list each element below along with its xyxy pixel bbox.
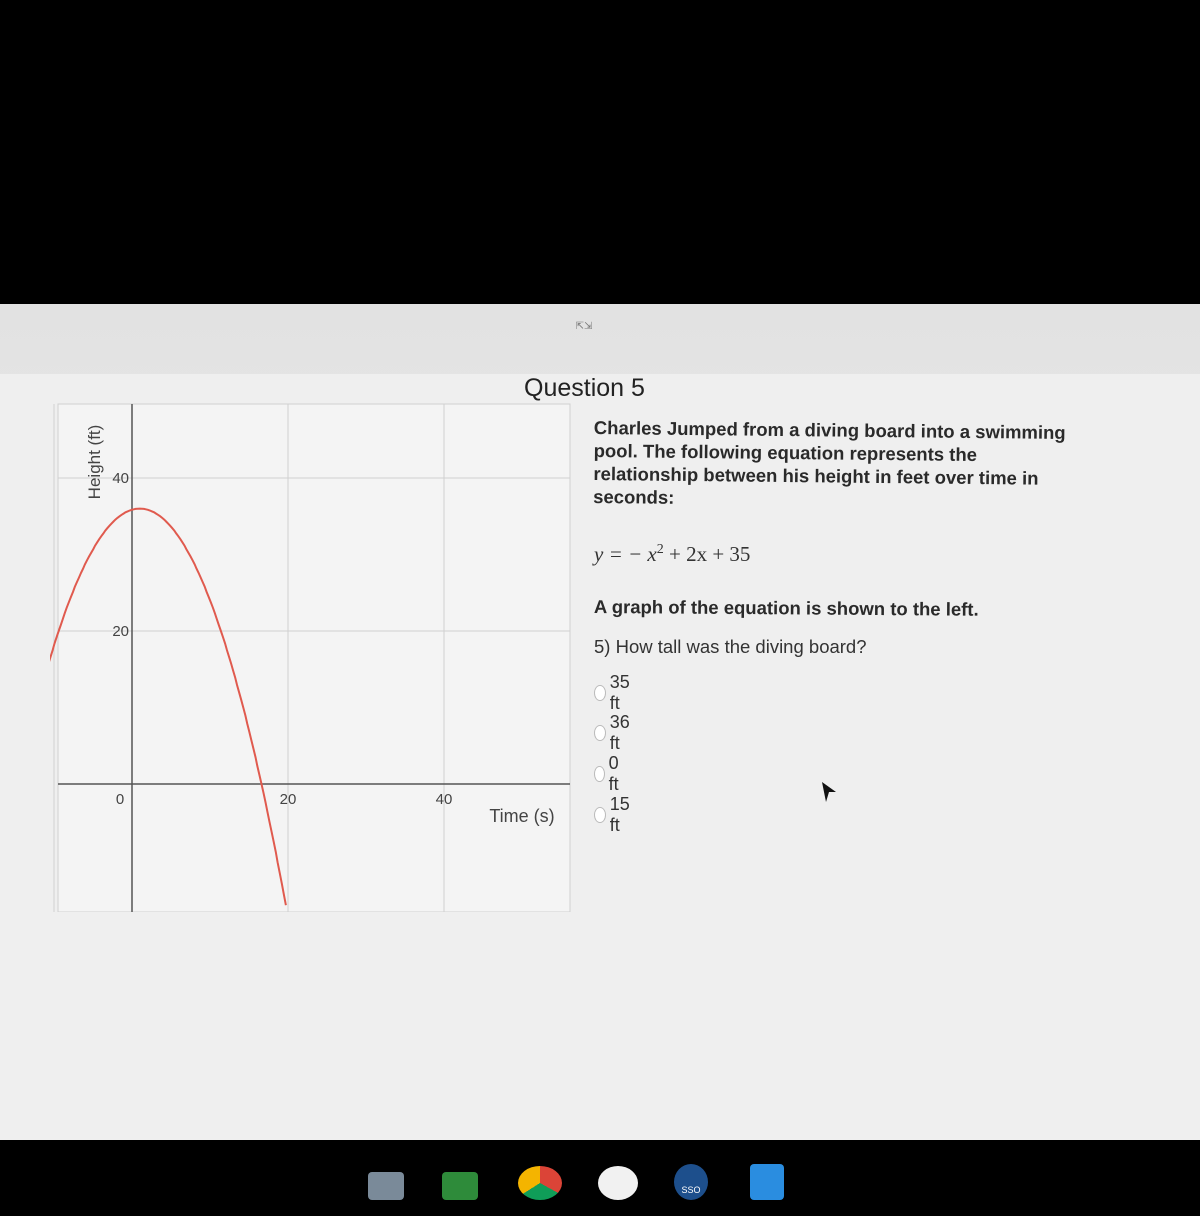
graph-note: A graph of the equation is shown to the left.: [593, 596, 979, 620]
option-label: 36 ft: [609, 712, 630, 753]
equation-rhs: + 2x + 35: [663, 542, 751, 566]
send-icon[interactable]: [750, 1164, 784, 1200]
mouse-cursor-icon: [822, 782, 842, 806]
chart-svg: [50, 392, 575, 912]
classroom-icon[interactable]: [442, 1172, 478, 1200]
screen: [0, 304, 1200, 1140]
y-tick-label: 20: [112, 623, 129, 640]
plot-area: [58, 404, 570, 912]
x-axis-label: Time (s): [489, 806, 555, 826]
sso-icon[interactable]: [674, 1164, 708, 1200]
x-tick-label: 40: [435, 791, 453, 808]
camera-black-border-top: [0, 0, 1200, 304]
option-0-ft[interactable]: [594, 753, 624, 795]
option-label: 0 ft: [608, 753, 619, 794]
play-store-icon[interactable]: [598, 1166, 638, 1200]
graph: [50, 392, 575, 917]
expand-icon[interactable]: ⇱⇲: [575, 321, 593, 332]
option-label: 15 ft: [609, 794, 630, 835]
x-tick-label: 20: [279, 791, 297, 808]
option-label: 35 ft: [609, 672, 630, 713]
equation: [594, 542, 750, 567]
radio-button[interactable]: [594, 766, 605, 782]
option-15-ft[interactable]: [594, 794, 634, 836]
problem-text: Charles Jumped from a diving board into a swimming pool. The following equation represents the relationship between his height in feet over time in seconds:: [593, 416, 1066, 508]
taskbar: [0, 1140, 1200, 1200]
radio-button[interactable]: [594, 725, 606, 741]
files-icon[interactable]: [368, 1172, 404, 1200]
y-tick-label: 40: [112, 470, 129, 487]
question-prompt: 5) How tall was the diving board?: [594, 636, 867, 657]
radio-button[interactable]: [594, 685, 606, 701]
equation-lhs: y = − x: [594, 542, 657, 566]
radio-button[interactable]: [594, 807, 606, 823]
question-title: Question 5: [524, 374, 645, 402]
sso-label: SSO: [681, 1185, 701, 1195]
option-35-ft[interactable]: [594, 672, 634, 714]
option-36-ft[interactable]: [594, 712, 634, 754]
x-tick-label: 0: [115, 791, 125, 808]
y-axis-label: Height (ft): [85, 424, 104, 500]
chrome-icon[interactable]: [518, 1166, 562, 1200]
equation-exponent: 2: [656, 542, 664, 557]
